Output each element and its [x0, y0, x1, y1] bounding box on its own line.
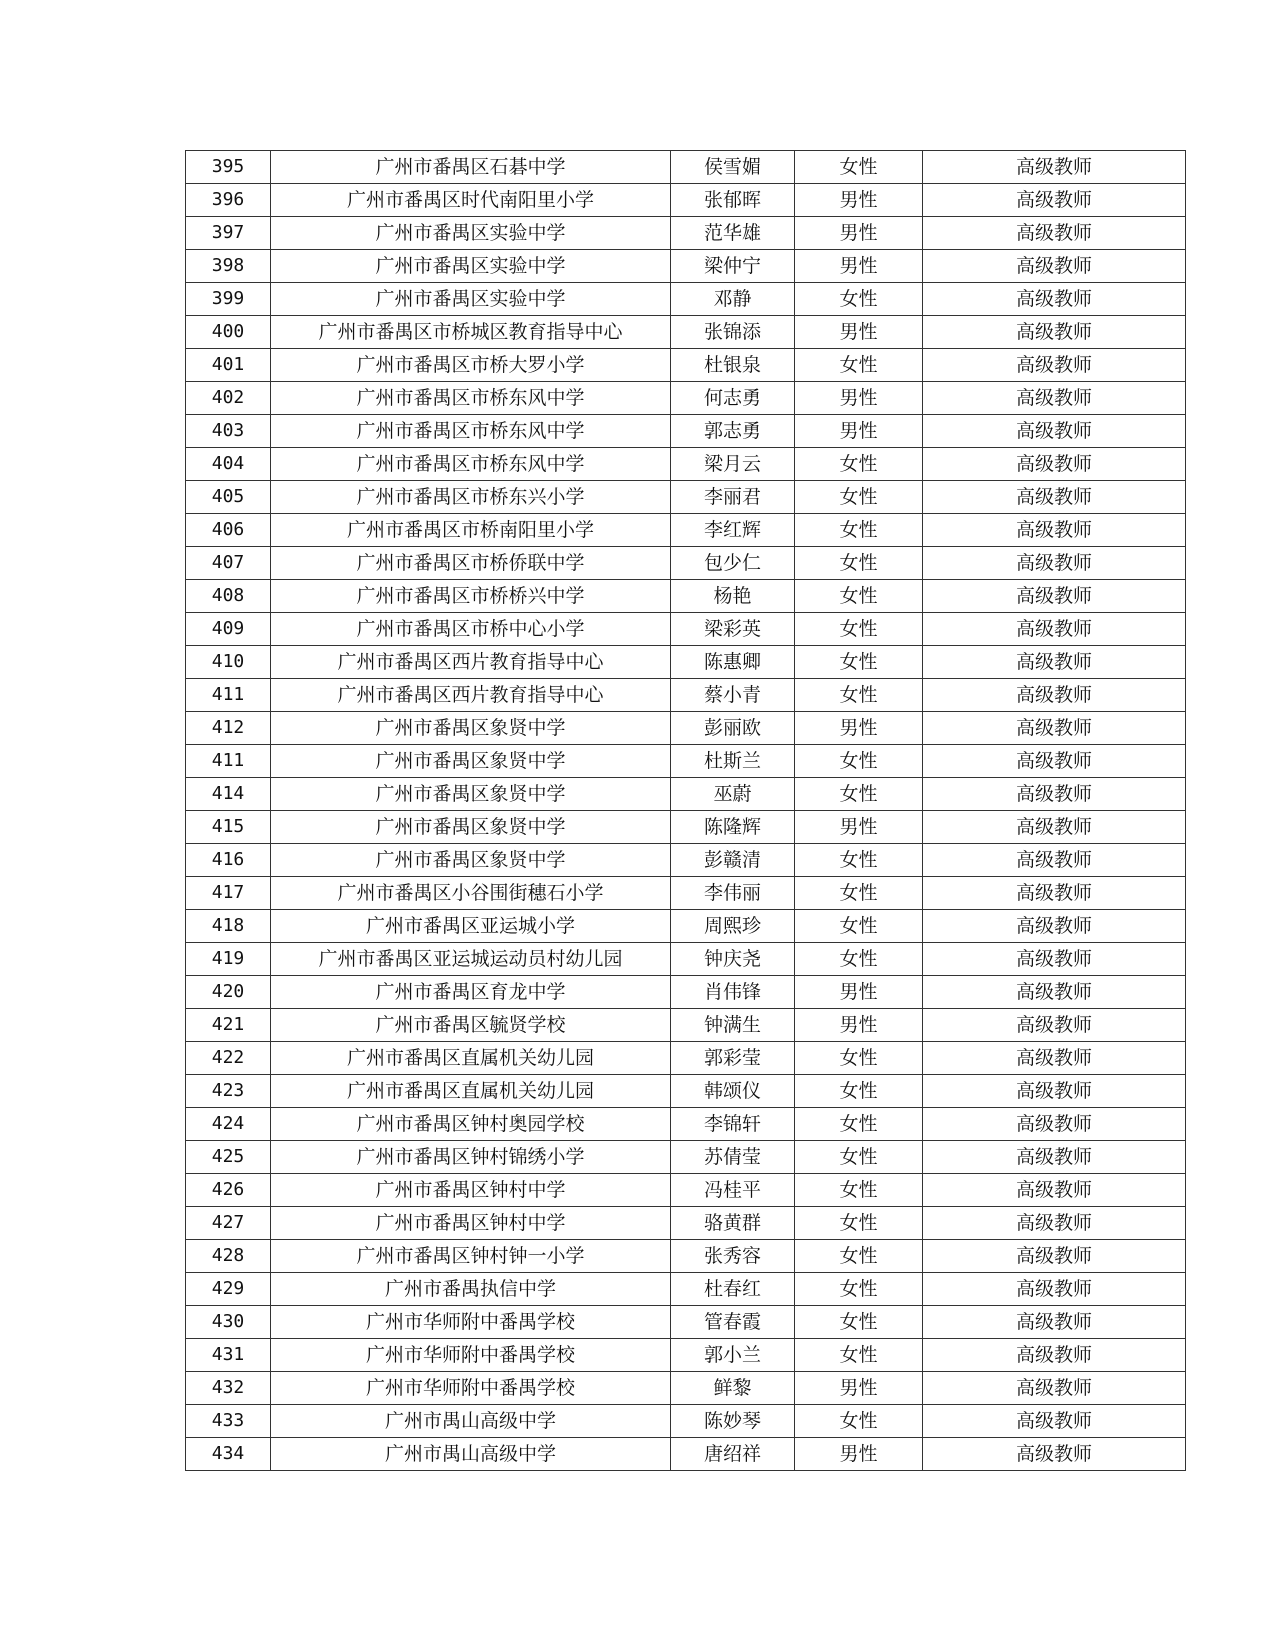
table-row — [186, 316, 1186, 349]
school-cell: 广州市番禺区市桥桥兴中学 — [271, 580, 671, 613]
teacher-name-cell: 陈妙琴 — [671, 1405, 795, 1438]
table-row — [186, 1339, 1186, 1372]
table-row — [186, 844, 1186, 877]
row-number-cell: 430 — [186, 1306, 271, 1339]
school-cell: 广州市番禺区象贤中学 — [271, 778, 671, 811]
teacher-name-cell: 李伟丽 — [671, 877, 795, 910]
row-number-cell: 406 — [186, 514, 271, 547]
professional-title-cell: 高级教师 — [923, 943, 1186, 976]
professional-title-cell: 高级教师 — [923, 646, 1186, 679]
school-cell: 广州市番禺区石碁中学 — [271, 151, 671, 184]
teacher-name-cell: 梁月云 — [671, 448, 795, 481]
school-cell: 广州市番禺区钟村中学 — [271, 1207, 671, 1240]
row-number-cell: 412 — [186, 712, 271, 745]
table-row — [186, 1405, 1186, 1438]
table-row — [186, 1174, 1186, 1207]
table-row — [186, 679, 1186, 712]
professional-title-cell: 高级教师 — [923, 1141, 1186, 1174]
school-cell: 广州市禺山高级中学 — [271, 1405, 671, 1438]
table-row — [186, 1075, 1186, 1108]
school-cell: 广州市番禺区钟村钟一小学 — [271, 1240, 671, 1273]
teacher-name-cell: 梁仲宁 — [671, 250, 795, 283]
teacher-name-cell: 李丽君 — [671, 481, 795, 514]
gender-cell: 女性 — [795, 283, 923, 316]
gender-cell: 男性 — [795, 184, 923, 217]
school-cell: 广州市番禺区市桥中心小学 — [271, 613, 671, 646]
gender-cell: 男性 — [795, 316, 923, 349]
teacher-name-cell: 骆黄群 — [671, 1207, 795, 1240]
school-cell: 广州市番禺区亚运城小学 — [271, 910, 671, 943]
row-number-cell: 414 — [186, 778, 271, 811]
table-row — [186, 151, 1186, 184]
teacher-name-cell: 苏倩莹 — [671, 1141, 795, 1174]
row-number-cell: 424 — [186, 1108, 271, 1141]
school-cell: 广州市番禺区市桥东兴小学 — [271, 481, 671, 514]
teacher-name-cell: 郭志勇 — [671, 415, 795, 448]
school-cell: 广州市番禺区毓贤学校 — [271, 1009, 671, 1042]
school-cell: 广州市番禺区西片教育指导中心 — [271, 679, 671, 712]
gender-cell: 女性 — [795, 547, 923, 580]
teacher-name-cell: 巫蔚 — [671, 778, 795, 811]
gender-cell: 女性 — [795, 910, 923, 943]
row-number-cell: 408 — [186, 580, 271, 613]
school-cell: 广州市番禺执信中学 — [271, 1273, 671, 1306]
school-cell: 广州市番禺区实验中学 — [271, 283, 671, 316]
gender-cell: 女性 — [795, 1075, 923, 1108]
professional-title-cell: 高级教师 — [923, 184, 1186, 217]
professional-title-cell: 高级教师 — [923, 778, 1186, 811]
gender-cell: 女性 — [795, 943, 923, 976]
teacher-name-cell: 鲜黎 — [671, 1372, 795, 1405]
table-row — [186, 283, 1186, 316]
school-cell: 广州市番禺区小谷围街穗石小学 — [271, 877, 671, 910]
gender-cell: 女性 — [795, 1339, 923, 1372]
table-row — [186, 448, 1186, 481]
teacher-name-cell: 管春霞 — [671, 1306, 795, 1339]
row-number-cell: 411 — [186, 679, 271, 712]
gender-cell: 男性 — [795, 1009, 923, 1042]
table-row — [186, 778, 1186, 811]
teacher-name-cell: 李红辉 — [671, 514, 795, 547]
table-row — [186, 580, 1186, 613]
table-row — [186, 349, 1186, 382]
table-row — [186, 1108, 1186, 1141]
table-row — [186, 1042, 1186, 1075]
teacher-name-cell: 周熙珍 — [671, 910, 795, 943]
teacher-name-cell: 杨艳 — [671, 580, 795, 613]
teacher-name-cell: 钟满生 — [671, 1009, 795, 1042]
table-row — [186, 217, 1186, 250]
table-row — [186, 910, 1186, 943]
row-number-cell: 425 — [186, 1141, 271, 1174]
row-number-cell: 396 — [186, 184, 271, 217]
teacher-name-cell: 彭赣清 — [671, 844, 795, 877]
row-number-cell: 410 — [186, 646, 271, 679]
row-number-cell: 429 — [186, 1273, 271, 1306]
school-cell: 广州市禺山高级中学 — [271, 1438, 671, 1471]
teacher-name-cell: 郭彩莹 — [671, 1042, 795, 1075]
row-number-cell: 428 — [186, 1240, 271, 1273]
teacher-name-cell: 何志勇 — [671, 382, 795, 415]
professional-title-cell: 高级教师 — [923, 1273, 1186, 1306]
gender-cell: 女性 — [795, 580, 923, 613]
teacher-name-cell: 蔡小青 — [671, 679, 795, 712]
gender-cell: 男性 — [795, 382, 923, 415]
teacher-name-cell: 包少仁 — [671, 547, 795, 580]
row-number-cell: 400 — [186, 316, 271, 349]
school-cell: 广州市番禺区钟村锦绣小学 — [271, 1141, 671, 1174]
gender-cell: 男性 — [795, 1372, 923, 1405]
professional-title-cell: 高级教师 — [923, 514, 1186, 547]
gender-cell: 女性 — [795, 1141, 923, 1174]
school-cell: 广州市华师附中番禺学校 — [271, 1339, 671, 1372]
teacher-name-cell: 唐绍祥 — [671, 1438, 795, 1471]
table-row — [186, 1240, 1186, 1273]
table-row — [186, 943, 1186, 976]
table-row — [186, 481, 1186, 514]
professional-title-cell: 高级教师 — [923, 1306, 1186, 1339]
professional-title-cell: 高级教师 — [923, 481, 1186, 514]
table-row — [186, 415, 1186, 448]
professional-title-cell: 高级教师 — [923, 151, 1186, 184]
school-cell: 广州市番禺区象贤中学 — [271, 844, 671, 877]
school-cell: 广州市番禺区直属机关幼儿园 — [271, 1042, 671, 1075]
professional-title-cell: 高级教师 — [923, 877, 1186, 910]
row-number-cell: 403 — [186, 415, 271, 448]
school-cell: 广州市番禺区市桥南阳里小学 — [271, 514, 671, 547]
teacher-name-cell: 彭丽欧 — [671, 712, 795, 745]
school-cell: 广州市番禺区象贤中学 — [271, 712, 671, 745]
professional-title-cell: 高级教师 — [923, 250, 1186, 283]
gender-cell: 女性 — [795, 1273, 923, 1306]
table-row — [186, 1306, 1186, 1339]
table-row — [186, 613, 1186, 646]
professional-title-cell: 高级教师 — [923, 910, 1186, 943]
teacher-name-cell: 范华雄 — [671, 217, 795, 250]
teacher-name-cell: 李锦轩 — [671, 1108, 795, 1141]
gender-cell: 女性 — [795, 481, 923, 514]
gender-cell: 女性 — [795, 745, 923, 778]
professional-title-cell: 高级教师 — [923, 283, 1186, 316]
table-row — [186, 646, 1186, 679]
teacher-name-cell: 杜斯兰 — [671, 745, 795, 778]
gender-cell: 女性 — [795, 448, 923, 481]
teacher-name-cell: 杜春红 — [671, 1273, 795, 1306]
teacher-name-cell: 陈惠卿 — [671, 646, 795, 679]
table-row — [186, 1141, 1186, 1174]
row-number-cell: 421 — [186, 1009, 271, 1042]
row-number-cell: 416 — [186, 844, 271, 877]
table-row — [186, 712, 1186, 745]
table-row — [186, 1372, 1186, 1405]
professional-title-cell: 高级教师 — [923, 613, 1186, 646]
table-row — [186, 1438, 1186, 1471]
table-row — [186, 184, 1186, 217]
school-cell: 广州市番禺区市桥东风中学 — [271, 415, 671, 448]
row-number-cell: 426 — [186, 1174, 271, 1207]
row-number-cell: 418 — [186, 910, 271, 943]
table-row — [186, 514, 1186, 547]
professional-title-cell: 高级教师 — [923, 580, 1186, 613]
professional-title-cell: 高级教师 — [923, 1108, 1186, 1141]
school-cell: 广州市番禺区市桥东风中学 — [271, 382, 671, 415]
row-number-cell: 395 — [186, 151, 271, 184]
professional-title-cell: 高级教师 — [923, 844, 1186, 877]
teacher-name-cell: 肖伟锋 — [671, 976, 795, 1009]
school-cell: 广州市华师附中番禺学校 — [271, 1372, 671, 1405]
school-cell: 广州市番禺区市桥大罗小学 — [271, 349, 671, 382]
row-number-cell: 434 — [186, 1438, 271, 1471]
teacher-name-cell: 钟庆尧 — [671, 943, 795, 976]
gender-cell: 女性 — [795, 1405, 923, 1438]
school-cell: 广州市番禺区市桥城区教育指导中心 — [271, 316, 671, 349]
gender-cell: 女性 — [795, 877, 923, 910]
table-row — [186, 877, 1186, 910]
professional-title-cell: 高级教师 — [923, 1009, 1186, 1042]
professional-title-cell: 高级教师 — [923, 1240, 1186, 1273]
gender-cell: 女性 — [795, 1108, 923, 1141]
school-cell: 广州市番禺区象贤中学 — [271, 745, 671, 778]
gender-cell: 女性 — [795, 679, 923, 712]
professional-title-cell: 高级教师 — [923, 448, 1186, 481]
professional-title-cell: 高级教师 — [923, 976, 1186, 1009]
gender-cell: 女性 — [795, 1306, 923, 1339]
professional-title-cell: 高级教师 — [923, 1339, 1186, 1372]
gender-cell: 男性 — [795, 811, 923, 844]
professional-title-cell: 高级教师 — [923, 712, 1186, 745]
table-row — [186, 382, 1186, 415]
school-cell: 广州市番禺区时代南阳里小学 — [271, 184, 671, 217]
teacher-name-cell: 郭小兰 — [671, 1339, 795, 1372]
row-number-cell: 402 — [186, 382, 271, 415]
row-number-cell: 409 — [186, 613, 271, 646]
row-number-cell: 404 — [186, 448, 271, 481]
table-row — [186, 745, 1186, 778]
gender-cell: 男性 — [795, 712, 923, 745]
gender-cell: 女性 — [795, 151, 923, 184]
gender-cell: 女性 — [795, 349, 923, 382]
school-cell: 广州市番禺区实验中学 — [271, 217, 671, 250]
row-number-cell: 427 — [186, 1207, 271, 1240]
teacher-name-cell: 韩颂仪 — [671, 1075, 795, 1108]
row-number-cell: 431 — [186, 1339, 271, 1372]
professional-title-cell: 高级教师 — [923, 1042, 1186, 1075]
gender-cell: 女性 — [795, 514, 923, 547]
row-number-cell: 407 — [186, 547, 271, 580]
professional-title-cell: 高级教师 — [923, 1372, 1186, 1405]
row-number-cell: 398 — [186, 250, 271, 283]
professional-title-cell: 高级教师 — [923, 1438, 1186, 1471]
professional-title-cell: 高级教师 — [923, 1207, 1186, 1240]
table-row — [186, 1273, 1186, 1306]
gender-cell: 男性 — [795, 217, 923, 250]
school-cell: 广州市番禺区钟村中学 — [271, 1174, 671, 1207]
teacher-name-cell: 张秀容 — [671, 1240, 795, 1273]
row-number-cell: 433 — [186, 1405, 271, 1438]
gender-cell: 女性 — [795, 844, 923, 877]
row-number-cell: 423 — [186, 1075, 271, 1108]
gender-cell: 男性 — [795, 250, 923, 283]
school-cell: 广州市番禺区象贤中学 — [271, 811, 671, 844]
gender-cell: 女性 — [795, 613, 923, 646]
gender-cell: 女性 — [795, 1042, 923, 1075]
gender-cell: 女性 — [795, 646, 923, 679]
school-cell: 广州市番禺区亚运城运动员村幼儿园 — [271, 943, 671, 976]
professional-title-cell: 高级教师 — [923, 415, 1186, 448]
table-row — [186, 1207, 1186, 1240]
professional-title-cell: 高级教师 — [923, 811, 1186, 844]
teacher-name-cell: 邓静 — [671, 283, 795, 316]
table-row — [186, 811, 1186, 844]
gender-cell: 女性 — [795, 1240, 923, 1273]
professional-title-cell: 高级教师 — [923, 547, 1186, 580]
school-cell: 广州市华师附中番禺学校 — [271, 1306, 671, 1339]
row-number-cell: 432 — [186, 1372, 271, 1405]
row-number-cell: 399 — [186, 283, 271, 316]
professional-title-cell: 高级教师 — [923, 217, 1186, 250]
row-number-cell: 417 — [186, 877, 271, 910]
teacher-name-cell: 梁彩英 — [671, 613, 795, 646]
teacher-name-cell: 冯桂平 — [671, 1174, 795, 1207]
professional-title-cell: 高级教师 — [923, 316, 1186, 349]
gender-cell: 女性 — [795, 1207, 923, 1240]
row-number-cell: 420 — [186, 976, 271, 1009]
table-body — [186, 151, 1186, 1471]
gender-cell: 男性 — [795, 976, 923, 1009]
row-number-cell: 397 — [186, 217, 271, 250]
school-cell: 广州市番禺区钟村奥园学校 — [271, 1108, 671, 1141]
professional-title-cell: 高级教师 — [923, 679, 1186, 712]
gender-cell: 男性 — [795, 1438, 923, 1471]
teacher-name-cell: 杜银泉 — [671, 349, 795, 382]
school-cell: 广州市番禺区西片教育指导中心 — [271, 646, 671, 679]
school-cell: 广州市番禺区直属机关幼儿园 — [271, 1075, 671, 1108]
professional-title-cell: 高级教师 — [923, 745, 1186, 778]
gender-cell: 女性 — [795, 1174, 923, 1207]
professional-title-cell: 高级教师 — [923, 1174, 1186, 1207]
row-number-cell: 401 — [186, 349, 271, 382]
gender-cell: 男性 — [795, 415, 923, 448]
school-cell: 广州市番禺区市桥侨联中学 — [271, 547, 671, 580]
row-number-cell: 415 — [186, 811, 271, 844]
school-cell: 广州市番禺区市桥东风中学 — [271, 448, 671, 481]
school-cell: 广州市番禺区育龙中学 — [271, 976, 671, 1009]
gender-cell: 女性 — [795, 778, 923, 811]
teacher-name-cell: 张郁晖 — [671, 184, 795, 217]
professional-title-cell: 高级教师 — [923, 1405, 1186, 1438]
professional-title-cell: 高级教师 — [923, 349, 1186, 382]
row-number-cell: 411 — [186, 745, 271, 778]
professional-title-cell: 高级教师 — [923, 1075, 1186, 1108]
teacher-list-table — [185, 150, 1186, 1471]
professional-title-cell: 高级教师 — [923, 382, 1186, 415]
table-row — [186, 976, 1186, 1009]
table-row — [186, 1009, 1186, 1042]
table-row — [186, 250, 1186, 283]
teacher-name-cell: 陈隆辉 — [671, 811, 795, 844]
teacher-name-cell: 张锦添 — [671, 316, 795, 349]
row-number-cell: 422 — [186, 1042, 271, 1075]
table-row — [186, 547, 1186, 580]
school-cell: 广州市番禺区实验中学 — [271, 250, 671, 283]
row-number-cell: 419 — [186, 943, 271, 976]
teacher-name-cell: 侯雪媚 — [671, 151, 795, 184]
row-number-cell: 405 — [186, 481, 271, 514]
